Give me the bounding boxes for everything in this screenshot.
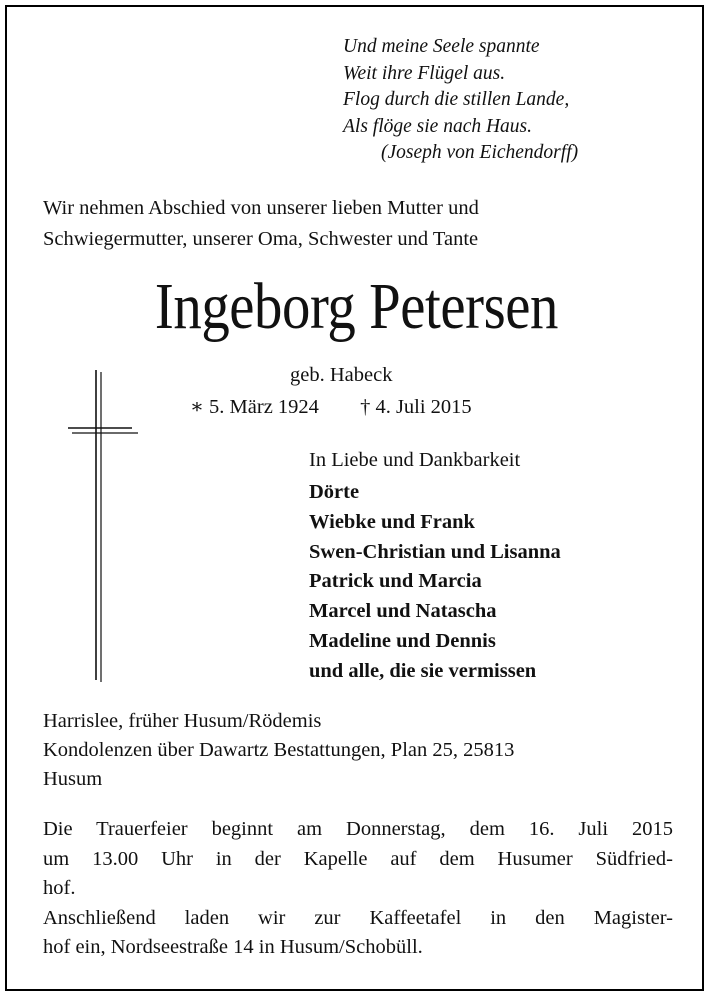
mourners-list <box>309 478 561 687</box>
service-line: um 13.00 Uhr in der Kapelle auf dem Husumer Südfried- <box>43 847 673 870</box>
poem-line: Als flöge sie nach Haus. <box>343 115 533 137</box>
farewell-intro <box>43 193 683 255</box>
birth-name: geb. Habeck <box>290 364 393 386</box>
place-line: Harrislee, früher Husum/Rödemis <box>43 710 322 732</box>
service-line: Die Trauerfeier beginnt am Donnerstag, dem 16. Juli 2015 <box>43 818 673 840</box>
thanks-line: In Liebe und Dankbarkeit <box>309 449 521 471</box>
mourner: Wiebke und Frank <box>309 510 475 533</box>
service-line: Anschließend laden wir zur Kaffeetafel in den Magister- <box>43 906 673 929</box>
mourner: Patrick und Marcia <box>309 570 482 593</box>
service-line: hof ein, Nordseestraße 14 in Husum/Schobüll. <box>43 936 423 958</box>
condolence-line: Kondolenzen über Dawartz Bestattungen, Plan 25, 25813 <box>43 739 515 761</box>
service-line: hof. <box>43 877 76 899</box>
mourner: Marcel und Natascha <box>309 600 497 623</box>
life-dates <box>190 393 472 421</box>
poem-line: Flog durch die stillen Lande, <box>343 89 570 110</box>
intro-line: Wir nehmen Abschied von unserer lieben Mutter und <box>43 197 479 219</box>
poem-quote <box>343 34 673 167</box>
poem-line: Und meine Seele spannte <box>343 36 540 57</box>
funeral-service-info <box>43 815 673 963</box>
death-date: † 4. Juli 2015 <box>360 396 472 418</box>
place-and-condolences <box>43 707 683 794</box>
cross-icon <box>66 370 142 687</box>
mourner: Dörte <box>309 481 360 503</box>
birth-date: ∗ 5. März 1924 <box>190 396 319 418</box>
mourner: Swen-Christian und Lisanna <box>309 540 561 563</box>
poem-author: (Joseph von Eichendorff) <box>381 142 579 163</box>
intro-line: Schwiegermutter, unserer Oma, Schwester und Tante <box>43 228 479 250</box>
mourner: und alle, die sie vermissen <box>309 659 537 682</box>
mourner: Madeline und Dennis <box>309 629 496 652</box>
deceased-name: Ingeborg Petersen <box>154 270 558 343</box>
condolence-line: Husum <box>43 768 103 790</box>
poem-line: Weit ihre Flügel aus. <box>343 62 506 84</box>
